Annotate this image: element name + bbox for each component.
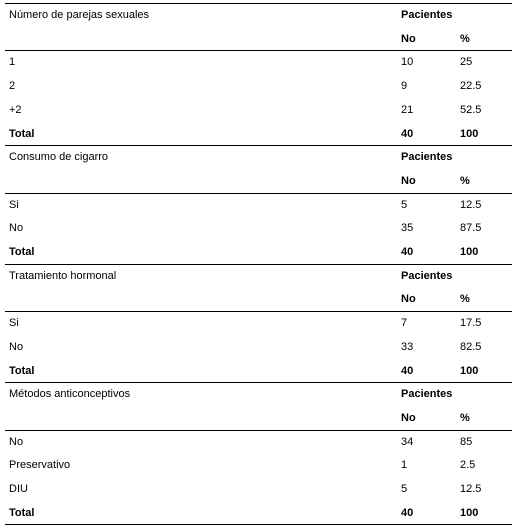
row-percent: 2.5 (460, 459, 476, 472)
section-title: Métodos anticonceptivos (9, 388, 131, 401)
section-header-rule (5, 50, 512, 51)
total-count: 40 (401, 127, 414, 140)
section-title: Número de parejas sexuales (9, 9, 150, 21)
total-label: Total (9, 506, 35, 519)
row-percent: 12.5 (460, 483, 482, 495)
table-top-rule (5, 3, 512, 4)
column-header-percent: % (460, 293, 470, 306)
column-header-percent: % (460, 411, 470, 424)
row-label: No (9, 435, 24, 448)
row-label: +2 (9, 103, 22, 116)
row-count: 5 (401, 198, 408, 211)
total-label: Total (9, 364, 35, 377)
row-count: 1 (401, 459, 408, 472)
row-percent: 25 (460, 56, 473, 69)
row-label: No (9, 222, 24, 235)
row-label: Si (9, 198, 19, 211)
row-count: 33 (401, 340, 414, 353)
row-label: Si (9, 317, 19, 330)
total-percent: 100 (460, 506, 479, 519)
section-header-rule (5, 311, 512, 312)
total-label: Total (9, 246, 35, 258)
row-percent: 12.5 (460, 198, 482, 211)
column-header-no: No (401, 293, 416, 306)
row-percent: 17.5 (460, 317, 482, 330)
group-header-pacientes: Pacientes (401, 269, 453, 282)
row-label: DIU (9, 483, 28, 495)
group-header-pacientes: Pacientes (401, 151, 453, 164)
group-header-pacientes: Pacientes (401, 9, 453, 21)
total-percent: 100 (460, 127, 479, 140)
section-header-rule (5, 430, 512, 431)
row-percent: 85 (460, 435, 473, 448)
section-title: Consumo de cigarro (9, 151, 109, 164)
total-count: 40 (401, 246, 414, 258)
row-label: No (9, 340, 24, 353)
section-bottom-rule (5, 264, 512, 265)
row-count: 10 (401, 56, 414, 69)
group-header-pacientes: Pacientes (401, 388, 453, 401)
row-count: 5 (401, 483, 408, 495)
row-percent: 82.5 (460, 340, 482, 353)
row-percent: 22.5 (460, 80, 482, 93)
column-header-no: No (401, 174, 416, 187)
total-count: 40 (401, 506, 414, 519)
total-percent: 100 (460, 246, 479, 258)
column-header-percent: % (460, 32, 470, 45)
total-percent: 100 (460, 364, 479, 377)
row-percent: 52.5 (460, 103, 482, 116)
row-count: 34 (401, 435, 414, 448)
total-label: Total (9, 127, 35, 140)
column-header-no: No (401, 32, 416, 45)
section-header-rule (5, 193, 512, 194)
section-bottom-rule (5, 145, 512, 146)
column-header-percent: % (460, 174, 470, 187)
row-label: 1 (9, 56, 16, 69)
row-label: Preservativo (9, 459, 71, 472)
row-count: 7 (401, 317, 408, 330)
row-count: 21 (401, 103, 414, 116)
total-count: 40 (401, 364, 414, 377)
row-label: 2 (9, 80, 16, 93)
column-header-no: No (401, 411, 416, 424)
section-bottom-rule (5, 382, 512, 383)
row-percent: 87.5 (460, 222, 482, 235)
row-count: 9 (401, 80, 408, 93)
section-title: Tratamiento hormonal (9, 269, 117, 282)
section-bottom-rule (5, 524, 512, 525)
row-count: 35 (401, 222, 414, 235)
